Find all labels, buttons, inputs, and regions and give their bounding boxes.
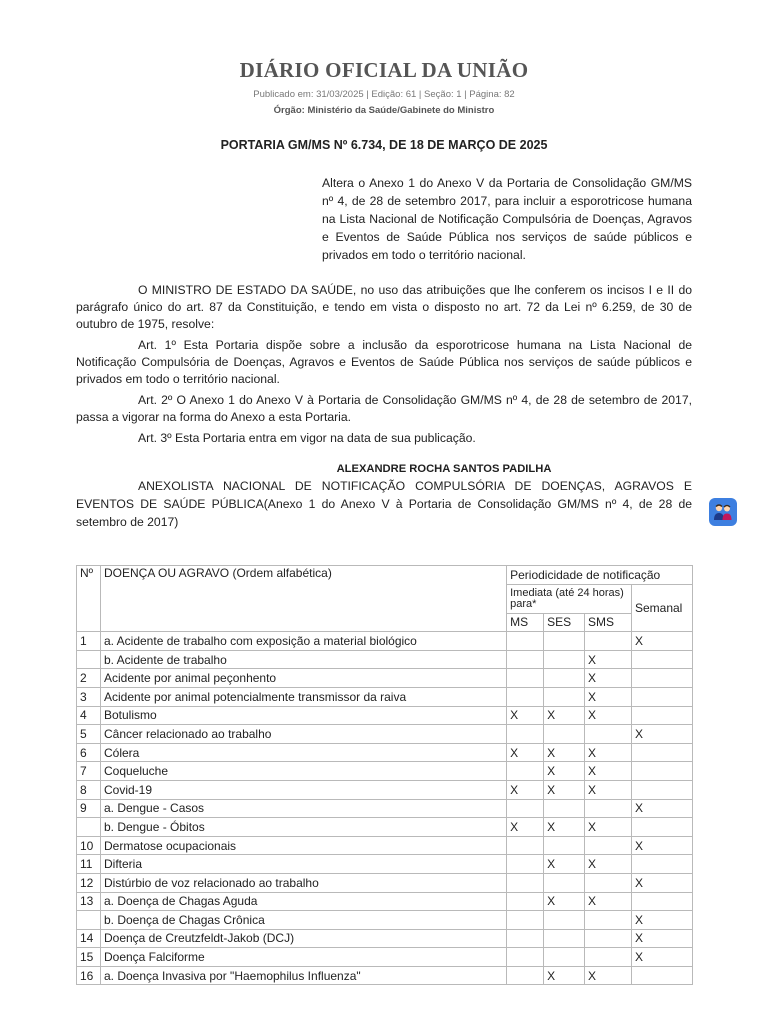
cell-num [77, 650, 101, 669]
cell-num [77, 818, 101, 837]
cell-weekly [631, 818, 692, 837]
cell-ms: X [507, 818, 544, 837]
header-weekly: Semanal [631, 584, 692, 632]
table-row [77, 650, 693, 669]
cell-name: Distúrbio de voz relacionado ao trabalho [100, 873, 506, 892]
cell-ms [507, 911, 544, 930]
cell-name: Dermatose ocupacionais [100, 836, 506, 855]
newspaper-title: DIÁRIO OFICIAL DA UNIÃO [239, 58, 529, 82]
cell-sms: X [585, 966, 632, 985]
cell-ms: X [507, 780, 544, 799]
cell-ses: X [544, 892, 585, 911]
header-ms: MS [507, 613, 544, 632]
cell-weekly [631, 855, 692, 874]
document-title: PORTARIA GM/MS Nº 6.734, DE 18 DE MARÇO DE 2025 [220, 138, 548, 152]
cell-weekly [631, 706, 692, 725]
header-disease: DOENÇA OU AGRAVO (Ordem alfabética) [100, 566, 506, 632]
table-row [77, 873, 693, 892]
cell-sms: X [585, 855, 632, 874]
cell-num: 13 [77, 892, 101, 911]
cell-sms [585, 799, 632, 818]
cell-sms: X [585, 780, 632, 799]
cell-ses: X [544, 762, 585, 781]
cell-ses: X [544, 780, 585, 799]
cell-name: Acidente por animal peçonhento [100, 669, 506, 688]
cell-sms [585, 948, 632, 967]
publication-meta: Publicado em: 31/03/2025 | Edição: 61 | Seção: 1 | Página: 82 [253, 89, 515, 100]
cell-num: 15 [77, 948, 101, 967]
cell-num: 7 [77, 762, 101, 781]
cell-weekly [631, 743, 692, 762]
cell-weekly [631, 762, 692, 781]
cell-sms [585, 632, 632, 651]
cell-weekly: X [631, 873, 692, 892]
cell-weekly [631, 650, 692, 669]
floating-assistant-button[interactable] [709, 498, 737, 526]
cell-num: 3 [77, 687, 101, 706]
table-row [77, 892, 693, 911]
cell-sms: X [585, 818, 632, 837]
table-row [77, 687, 693, 706]
cell-num: 4 [77, 706, 101, 725]
cell-name: Coqueluche [100, 762, 506, 781]
cell-sms: X [585, 743, 632, 762]
cell-ses [544, 725, 585, 744]
cell-ses: X [544, 818, 585, 837]
cell-weekly [631, 669, 692, 688]
table-row [77, 799, 693, 818]
cell-sms: X [585, 650, 632, 669]
cell-weekly: X [631, 948, 692, 967]
cell-num: 2 [77, 669, 101, 688]
cell-ses [544, 650, 585, 669]
cell-name: a. Doença de Chagas Aguda [100, 892, 506, 911]
preamble: O MINISTRO DE ESTADO DA SAÚDE, no uso das atribuições que lhe conferem os incisos I e II do parágrafo único do art. 87 da Constituição, e tendo em vista o disposto no art. 72 da Lei nº 6.259, de 30 de outubro de 1975, resolve: [76, 283, 692, 331]
table-row [77, 706, 693, 725]
cell-ses [544, 873, 585, 892]
cell-ms [507, 966, 544, 985]
table-row [77, 725, 693, 744]
cell-weekly [631, 687, 692, 706]
cell-weekly: X [631, 632, 692, 651]
cell-ms: X [507, 743, 544, 762]
cell-num: 1 [77, 632, 101, 651]
cell-ms [507, 873, 544, 892]
cell-num: 12 [77, 873, 101, 892]
cell-num [77, 911, 101, 930]
cell-sms [585, 873, 632, 892]
cell-name: Difteria [100, 855, 506, 874]
cell-sms [585, 929, 632, 948]
header-ses: SES [544, 613, 585, 632]
table-row [77, 818, 693, 837]
cell-sms: X [585, 669, 632, 688]
table-row [77, 632, 693, 651]
table-row [77, 929, 693, 948]
header-periodicity: Periodicidade de notificação [507, 566, 693, 585]
ementa: Altera o Anexo 1 do Anexo V da Portaria de Consolidação GM/MS nº 4, de 28 de setembro 2017, para incluir a esporotricose humana na Lista Nacional de Notificação Compulsória de Doenças, Agravos e Eventos de Saúde Pública nos serviços de saúde públicos e privados em todo o território nacional. [322, 176, 692, 262]
cell-ms [507, 855, 544, 874]
table-row [77, 966, 693, 985]
cell-ms [507, 650, 544, 669]
table-body [77, 632, 693, 985]
cell-sms [585, 836, 632, 855]
cell-ses [544, 836, 585, 855]
cell-sms: X [585, 706, 632, 725]
table-row [77, 743, 693, 762]
issuing-organ: Órgão: Ministério da Saúde/Gabinete do Ministro [273, 105, 495, 116]
article-1: Art. 1º Esta Portaria dispõe sobre a inclusão da esporotricose humana na Lista Nacional de Notificação Compulsória de Doenças, Agravos e Eventos de Saúde Pública nos serviços de saúde públicos e privados em todo o território nacional. [76, 338, 692, 386]
cell-sms: X [585, 892, 632, 911]
cell-sms: X [585, 762, 632, 781]
notification-table [76, 565, 693, 985]
cell-ms [507, 799, 544, 818]
cell-num: 10 [77, 836, 101, 855]
cell-ses [544, 687, 585, 706]
cell-ms: X [507, 706, 544, 725]
table-row [77, 762, 693, 781]
article-2: Art. 2º O Anexo 1 do Anexo V à Portaria de Consolidação GM/MS nº 4, de 28 de setembro de 2017, passa a vigorar na forma do Anexo a esta Portaria. [76, 393, 692, 424]
cell-weekly: X [631, 911, 692, 930]
cell-ses [544, 911, 585, 930]
cell-ses [544, 799, 585, 818]
cell-num: 11 [77, 855, 101, 874]
cell-weekly: X [631, 799, 692, 818]
cell-name: Doença de Creutzfeldt-Jakob (DCJ) [100, 929, 506, 948]
cell-num: 5 [77, 725, 101, 744]
cell-ms [507, 892, 544, 911]
table-row [77, 948, 693, 967]
cell-ms [507, 632, 544, 651]
cell-ses [544, 632, 585, 651]
cell-ms [507, 762, 544, 781]
cell-ms [507, 836, 544, 855]
cell-ses: X [544, 706, 585, 725]
cell-name: a. Acidente de trabalho com exposição a material biológico [100, 632, 506, 651]
cell-ses: X [544, 855, 585, 874]
cell-ms [507, 929, 544, 948]
cell-name: Doença Falciforme [100, 948, 506, 967]
cell-ms [507, 669, 544, 688]
cell-num: 14 [77, 929, 101, 948]
cell-ses [544, 669, 585, 688]
cell-name: a. Doença Invasiva por "Haemophilus Influenza" [100, 966, 506, 985]
cell-ms [507, 725, 544, 744]
cell-weekly [631, 892, 692, 911]
annex-heading: ANEXOLISTA NACIONAL DE NOTIFICAÇÃO COMPULSÓRIA DE DOENÇAS, AGRAVOS E EVENTOS DE SAÚDE PÚBLICA(Anexo 1 do Anexo V à Portaria de Consolidação GM/MS nº 4, de 28 de setembro de 2017) [76, 479, 692, 529]
cell-name: Covid-19 [100, 780, 506, 799]
table-row [77, 669, 693, 688]
cell-num: 16 [77, 966, 101, 985]
table-row [77, 855, 693, 874]
cell-name: b. Acidente de trabalho [100, 650, 506, 669]
masthead [0, 0, 768, 116]
cell-name: Cólera [100, 743, 506, 762]
cell-sms: X [585, 687, 632, 706]
cell-name: b. Doença de Chagas Crônica [100, 911, 506, 930]
document-body [76, 282, 692, 447]
header-immediate: Imediata (até 24 horas) para* [507, 584, 632, 613]
cell-ms [507, 948, 544, 967]
cell-ses [544, 948, 585, 967]
header-num: Nº [77, 566, 101, 632]
cell-ms [507, 687, 544, 706]
cell-weekly [631, 780, 692, 799]
cell-num: 6 [77, 743, 101, 762]
article-3: Art. 3º Esta Portaria entra em vigor na data de sua publicação. [138, 431, 476, 445]
table-row [77, 780, 693, 799]
cell-num: 8 [77, 780, 101, 799]
signer-name: ALEXANDRE ROCHA SANTOS PADILHA [336, 463, 552, 475]
people-icon [712, 502, 734, 522]
cell-weekly: X [631, 929, 692, 948]
cell-ses: X [544, 966, 585, 985]
cell-name: Câncer relacionado ao trabalho [100, 725, 506, 744]
cell-ses: X [544, 743, 585, 762]
cell-name: b. Dengue - Óbitos [100, 818, 506, 837]
table-row [77, 836, 693, 855]
cell-ses [544, 929, 585, 948]
cell-sms [585, 911, 632, 930]
cell-name: Botulismo [100, 706, 506, 725]
cell-num: 9 [77, 799, 101, 818]
cell-weekly: X [631, 725, 692, 744]
cell-sms [585, 725, 632, 744]
table-row [77, 911, 693, 930]
header-sms: SMS [585, 613, 632, 632]
cell-weekly [631, 966, 692, 985]
cell-weekly: X [631, 836, 692, 855]
cell-name: a. Dengue - Casos [100, 799, 506, 818]
cell-name: Acidente por animal potencialmente transmissor da raiva [100, 687, 506, 706]
